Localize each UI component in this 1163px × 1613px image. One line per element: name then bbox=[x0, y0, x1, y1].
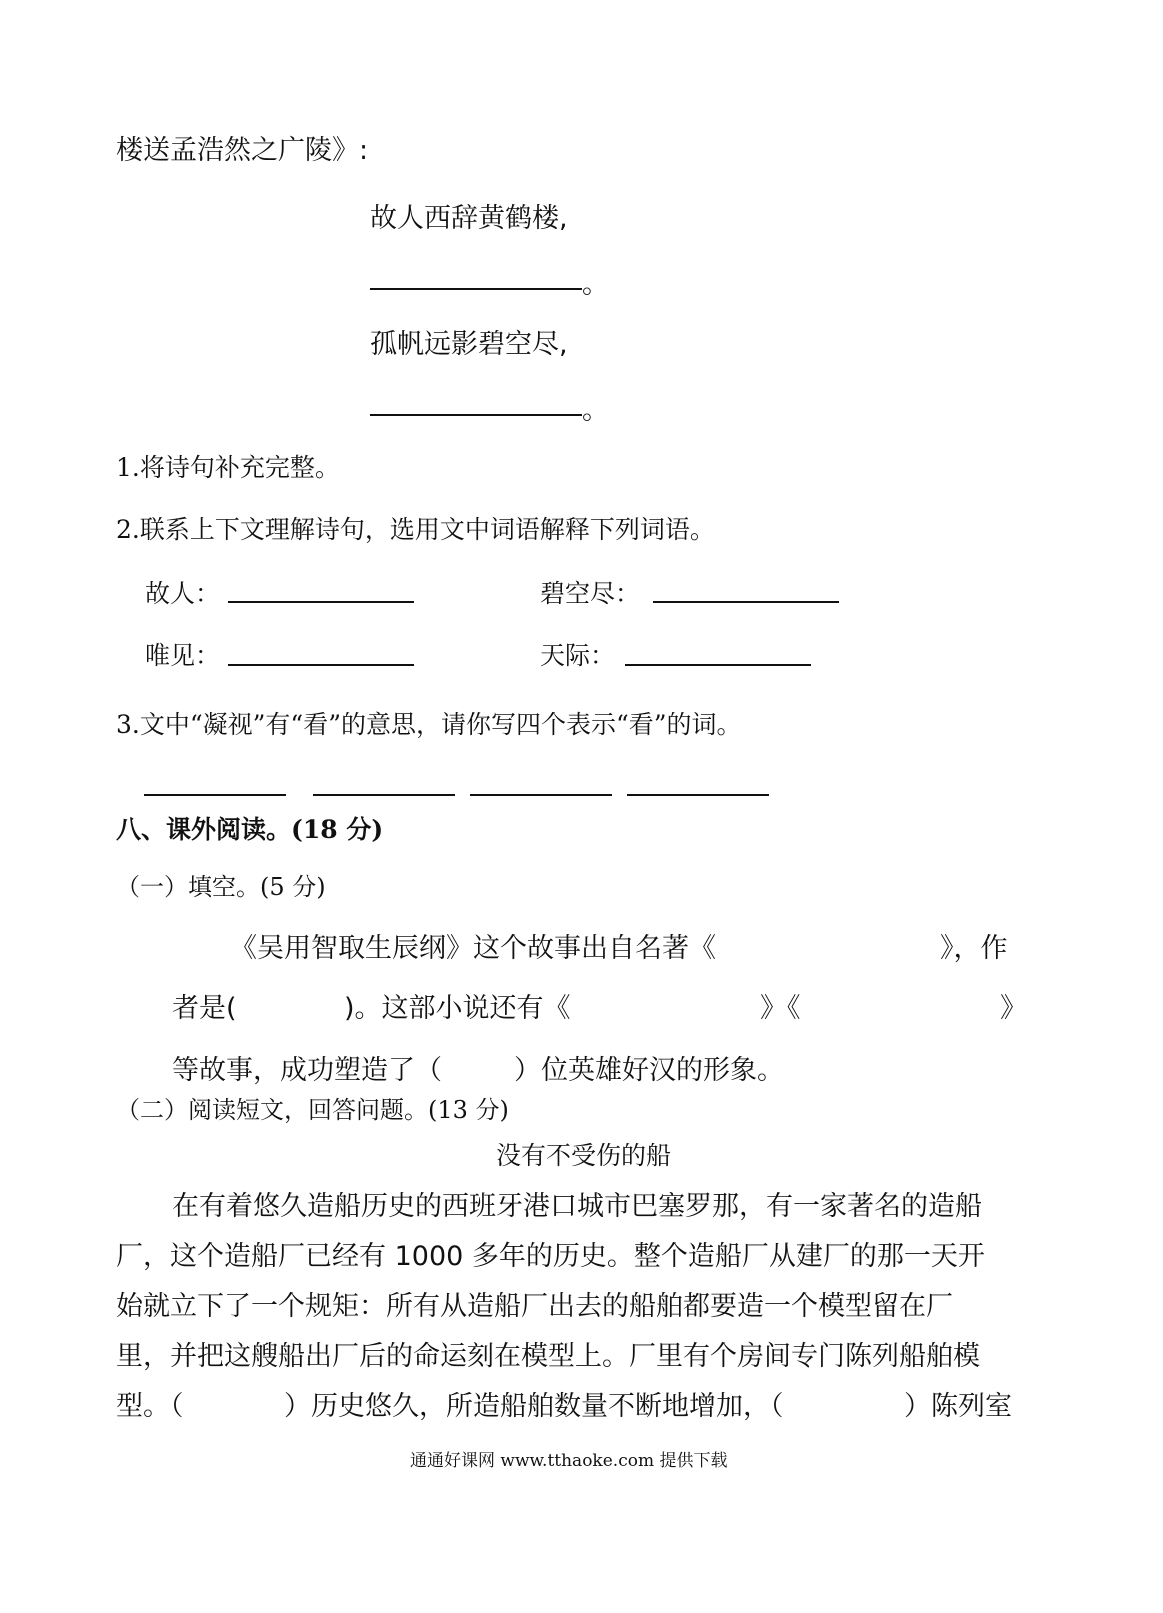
question-3: 3.文中“凝视”有“看”的意思，请你写四个表示“看”的词。 bbox=[116, 710, 742, 739]
fill-line-2-c: 》《 bbox=[760, 993, 801, 1024]
question-2: 2.联系上下文理解诗句，选用文中词语解释下列词语。 bbox=[116, 515, 715, 544]
page-footer: 通通好课网 www.tthaoke.com 提供下载 bbox=[410, 1451, 728, 1471]
poem-blank-4[interactable] bbox=[370, 414, 582, 416]
part-2-heading: （二）阅读短文，回答问题。(13 分) bbox=[116, 1096, 509, 1124]
look-word-blank-2[interactable] bbox=[313, 794, 455, 796]
look-word-blank-1[interactable] bbox=[144, 794, 286, 796]
poem-line-3: 孤帆远影碧空尽, bbox=[370, 329, 568, 360]
article-line-5-a: 型。（ bbox=[116, 1391, 184, 1422]
part-1-heading: （一）填空。(5 分) bbox=[116, 873, 326, 901]
poem-line-2-end: 。 bbox=[582, 269, 609, 300]
fill-line-2-a: 者是( bbox=[172, 993, 237, 1024]
answer-blank-weijian[interactable] bbox=[228, 664, 414, 666]
look-word-blank-3[interactable] bbox=[470, 794, 612, 796]
article-line-4: 里，并把这艘船出厂后的命运刻在模型上。厂里有个房间专门陈列船舶模 bbox=[116, 1341, 980, 1372]
article-line-2: 厂，这个造船厂已经有 1000 多年的历史。整个造船厂从建厂的那一天开 bbox=[116, 1241, 985, 1272]
question-1: 1.将诗句补充完整。 bbox=[116, 453, 340, 482]
term-weijian: 唯见： bbox=[145, 641, 221, 670]
fill-line-2-b: )。这部小说还有《 bbox=[344, 993, 571, 1024]
term-guren: 故人： bbox=[145, 579, 221, 608]
fill-line-3-b: ）位英雄好汉的形象。 bbox=[514, 1055, 784, 1086]
article-line-3: 始就立下了一个规矩：所有从造船厂出去的船舶都要造一个模型留在厂 bbox=[116, 1291, 953, 1322]
fill-line-3-a: 等故事，成功塑造了（ bbox=[172, 1055, 442, 1086]
poem-title-tail: 楼送孟浩然之广陵》: bbox=[116, 135, 369, 166]
fill-line-2-d: 》 bbox=[1000, 993, 1027, 1024]
article-title: 没有不受伤的船 bbox=[496, 1141, 672, 1170]
fill-line-1-start: 《吴用智取生辰纲》这个故事出自名著《 bbox=[230, 933, 716, 964]
poem-line-4-end: 。 bbox=[582, 395, 609, 426]
fill-line-1-end: 》，作 bbox=[940, 933, 1008, 964]
answer-blank-bikongjin[interactable] bbox=[653, 601, 839, 603]
article-line-5-c: ）陈列室 bbox=[904, 1391, 1012, 1422]
article-line-1: 在有着悠久造船历史的西班牙港口城市巴塞罗那，有一家著名的造船 bbox=[172, 1191, 982, 1222]
answer-blank-tianji[interactable] bbox=[625, 664, 811, 666]
section-8-heading: 八、课外阅读。(18 分) bbox=[116, 815, 384, 844]
term-tianji: 天际： bbox=[540, 641, 616, 670]
poem-line-1: 故人西辞黄鹤楼, bbox=[370, 203, 568, 234]
term-bikongjin: 碧空尽： bbox=[540, 579, 641, 608]
article-line-5-b: ）历史悠久，所造船舶数量不断地增加，（ bbox=[284, 1391, 784, 1422]
answer-blank-guren[interactable] bbox=[228, 601, 414, 603]
look-word-blank-4[interactable] bbox=[627, 794, 769, 796]
poem-blank-2[interactable] bbox=[370, 288, 582, 290]
